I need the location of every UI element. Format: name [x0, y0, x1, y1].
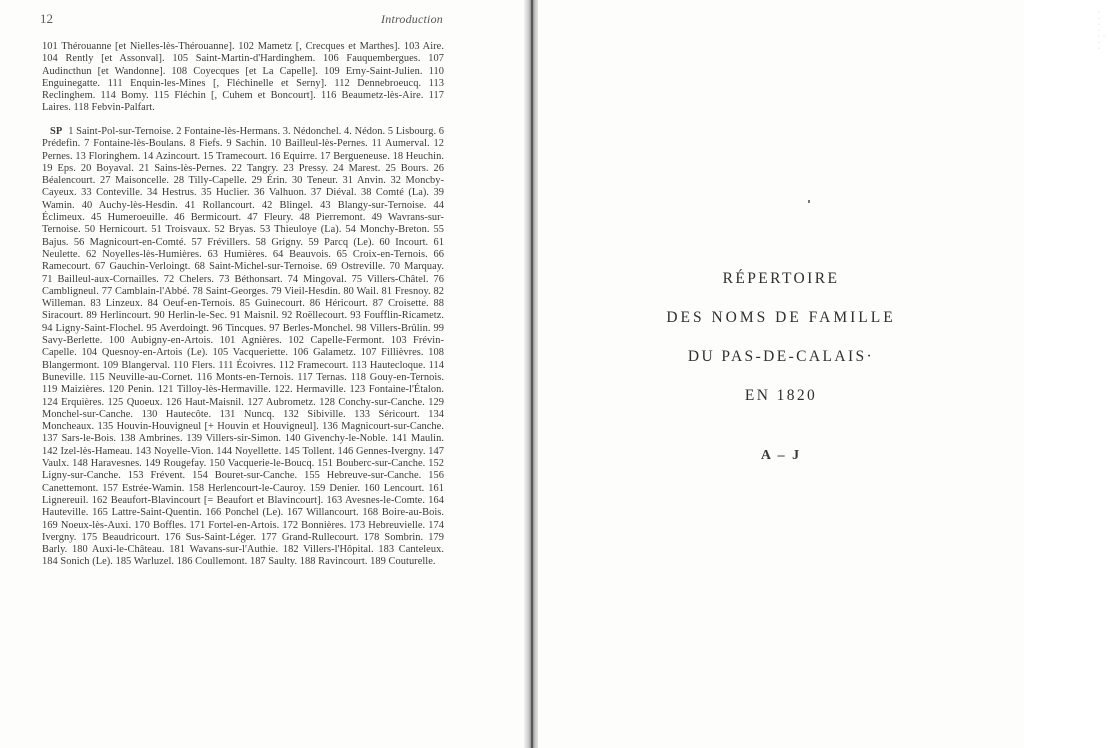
right-page	[538, 0, 1108, 748]
title-line-1: RÉPERTOIRE	[722, 270, 840, 287]
paragraph-saint-pol-text: 1 Saint-Pol-sur-Ternoise. 2 Fontaine-lès-Hermans. 3. Nédonchel. 4. Nédon. 5 Lisbourg. 6 Prédefin. 7 Fontaine-lès-Boulans. 8 Fiefs. 9 Sachin. 10 Bailleul-lès-Pernes. 11 Aumerval. 12 Pernes. 13 Floringhem. 14 Azincourt. 15 Tramecourt. 16 Equirre. 17 Bergueneuse. 18 Heuchin. 19 Eps. 20 Boyaval. 21 Sains-lès-Pernes. 22 Tangry. 23 Pressy. 24 Marest. 25 Bours. 26 Béalencourt. 27 Maisoncelle. 28 Tilly-Capelle. 29 Érin. 30 Teneur. 31 Anvin. 32 Moncby-Cayeux. 33 Conteville. 34 Hestrus. 35 Huclier. 36 Valhuon. 37 Diéval. 38 Comté (La). 39 Wamin. 40 Auchy-lès-Hesdin. 41 Rollancourt. 42 Blingel. 43 Blangy-sur-Ternoise. 44 Éclimeux. 45 Humeroeuille. 46 Bermicourt. 47 Fleury. 48 Pierremont. 49 Wavrans-sur-Ternoise. 50 Hernicourt. 51 Troisvaux. 52 Bryas. 53 Thieuloye (La). 54 Monchy-Breton. 55 Bajus. 56 Magnicourt-en-Comté. 57 Frévillers. 58 Grigny. 59 Parcq (Le). 60 Incourt. 61 Neulette. 62 Noyelles-lès-Humières. 63 Humières. 64 Beauvois. 65 Croix-en-Ternois. 66 Ramecourt. 67 Gauchin-Verloingt. 68 Saint-Michel-sur-Ternoise. 69 Ostreville. 70 Marquay. 71 Bailleul-aux-Cornailles. 72 Chelers. 73 Béthonsart. 74 Mingoval. 75 Villers-Châtel. 76 Cambligneul. 77 Camblain-l'Abbé. 78 Saint-Georges. 79 Vieil-Hesdin. 80 Wail. 81 Fresnoy. 82 Willeman. 83 Linzeux. 84 Oeuf-en-Ternois. 85 Guinecourt. 86 Héricourt. 87 Croisette. 88 Siracourt. 89 Herlincourt. 90 Herlin-le-Sec. 91 Maisnil. 92 Roëllecourt. 93 Foufflin-Ricametz. 94 Ligny-Saint-Flochel. 95 Averdoingt. 96 Tincques. 97 Berles-Monchel. 98 Villers-Brûlin. 99 Savy-Berlette. 100 Aubigny-en-Artois. 101 Agnières. 102 Capelle-Fermont. 103 Frévin-Capelle. 104 Quesnoy-en-Artois (Le). 105 Vacqueriette. 106 Galametz. 107 Fillièvres. 108 Blangermont. 109 Blangerval. 110 Flers. 111 Écoivres. 112 Framecourt. 113 Hautecloque. 114 Buneville. 115 Neuville-au-Cornet. 116 Monts-en-Ternois. 117 Ternas. 118 Gouy-en-Ternois. 119 Maizières. 120 Penin. 121 Tilloy-lès-Hermaville. 122. Hermaville. 123 Fontaine-l'Étalon. 124 Erquières. 125 Quoeux. 126 Haut-Maisnil. 127 Aubrometz. 128 Conchy-sur-Canche. 129 Monchel-sur-Canche. 130 Hautecôte. 131 Nuncq. 132 Sibiville. 133 Séricourt. 134 Moncheaux. 135 Houvin-Houvigneul [+ Houvin et Houvigneul]. 136 Magnicourt-sur-Canche. 137 Sars-le-Bois. 138 Ambrines. 139 Villers-sir-Simon. 140 Givenchy-le-Noble. 141 Maulin. 142 Izel-lès-Hameau. 143 Noyelle-Vion. 144 Noyellette. 145 Tollent. 146 Gennes-Ivergny. 147 Vaulx. 148 Haravesnes. 149 Rougefay. 150 Vacquerie-le-Boucq. 151 Bouberс-sur-Canche. 152 Ligny-sur-Canche. 153 Frévent. 154 Bouret-sur-Canche. 155 Hebreuve-sur-Canche. 156 Canettemont. 157 Estrée-Wamin. 158 Herlencourt-le-Cauroy. 159 Denier. 160 Lencourt. 161 Lignereuil. 162 Beaufort-Blavincourt [= Beaufort et Blavincourt]. 163 Avesnes-le-Comte. 164 Hauteville. 165 Lattre-Saint-Quentin. 166 Ponchel (Le). 167 Willancourt. 168 Boire-au-Bois. 169 Noeux-lès-Auxi. 170 Boffles. 171 Fortel-en-Artois. 172 Bonnières. 173 Hebreuvielle. 174 Ivergny. 175 Beaudricourt. 176 Sus-Saint-Léger. 177 Grand-Rullecourt. 178 Sombrin. 179 Barly. 180 Auxi-le-Château. 181 Wavans-sur-l'Authie. 182 Villers-l'Hôpital. 183 Canteleux. 184 Sonich (Le). 185 Warluzel. 186 Coullemont. 187 Saulty. 188 Ravincourt. 189 Couturelle.	[42, 126, 445, 568]
title-block	[538, 270, 1024, 426]
sp-label: SP	[50, 126, 63, 137]
page-number: 12	[40, 11, 53, 26]
left-page	[0, 0, 527, 748]
title-line-2: DES NOMS DE FAMILLE	[666, 309, 896, 326]
title-line-3: DU PAS-DE-CALAIS·	[687, 348, 875, 365]
gutter-line	[531, 0, 533, 748]
paragraph-arrondissement-list: 101 Thérouanne [et Nielles-lès-Thérouanne]. 102 Mametz [, Crecques et Marthes]. 103 Aire. 104 Rently [et Assonval]. 105 Saint-Martin-d'Hardinghem. 106 Fauquembergues. 107 Audincthun [et Wandonne]. 108 Coyecques [et La Capelle]. 109 Erny-Saint-Julien. 110 Enguinegatte. 111 Enquin-les-Mines [, Fléchinelle et Serny]. 112 Dennebroeucq. 113 Reclinghem. 114 Bomy. 115 Fléchin [, Cuhem et Boncourt]. 116 Beaumetz-lès-Aire. 117 Laires. 118 Febvin-Palfart.	[42, 41, 444, 114]
scan-speckles: · · · · ·· · ·	[1098, 10, 1108, 52]
paragraph-saint-pol-list	[42, 126, 444, 569]
title-line-4: EN 1820	[744, 387, 818, 404]
volume-range: A – J	[760, 448, 802, 463]
scan-mark	[808, 200, 810, 203]
running-head: Introduction	[381, 12, 443, 26]
